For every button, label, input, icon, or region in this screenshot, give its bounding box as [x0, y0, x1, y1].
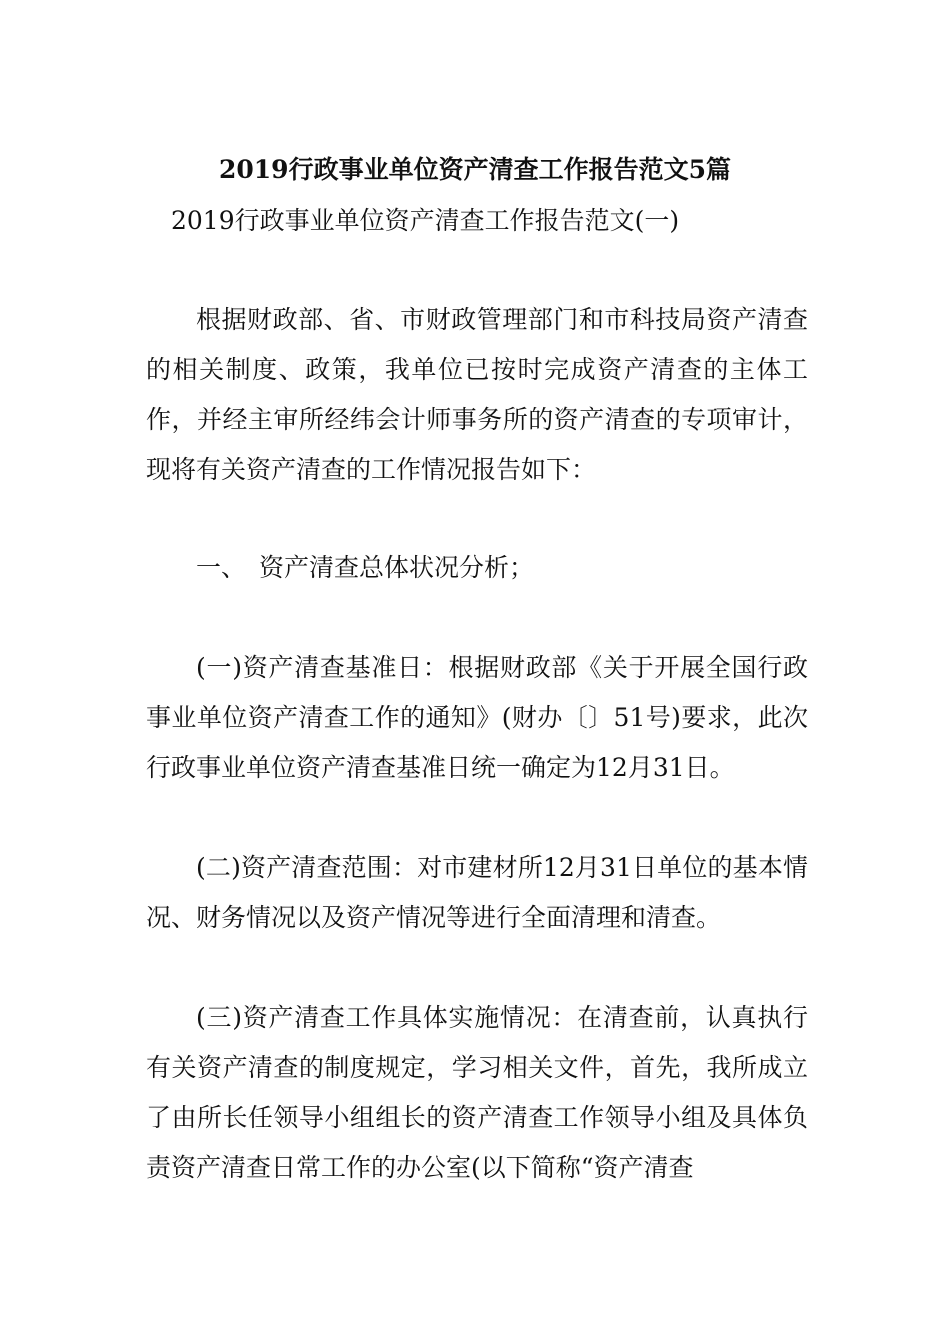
item-paragraph-2: (二)资产清查范围：对市建材所12月31日单位的基本情况、财务情况以及资产情况等进行全面清理和清查。: [146, 853, 808, 932]
document-title: 2019行政事业单位资产清查工作报告范文5篇: [219, 155, 731, 184]
document-subtitle: 2019行政事业单位资产清查工作报告范文(一): [171, 206, 680, 235]
section-label: 资产清查总体状况分析；: [259, 553, 535, 582]
section-number: 一、: [196, 553, 247, 582]
item-paragraph-3: (三)资产清查工作具体实施情况：在清查前，认真执行有关资产清查的制度规定，学习相关文件，首先，我所成立了由所长任领导小组组长的资产清查工作领导小组及具体负责资产清查日常工作的办公室(以下简称“资产清查: [146, 1003, 808, 1182]
intro-paragraph: 根据财政部、省、市财政管理部门和市科技局资产清查的相关制度、政策，我单位已按时完成资产清查的主体工作，并经主审所经纬会计师事务所的资产清查的专项审计，现将有关资产清查的工作情况报告如下：: [146, 305, 808, 484]
section-heading: [196, 548, 534, 588]
item-paragraph-1: (一)资产清查基准日：根据财政部《关于开展全国行政事业单位资产清查工作的通知》(财办〔〕51号)要求，此次行政事业单位资产清查基准日统一确定为12月31日。: [146, 653, 808, 782]
